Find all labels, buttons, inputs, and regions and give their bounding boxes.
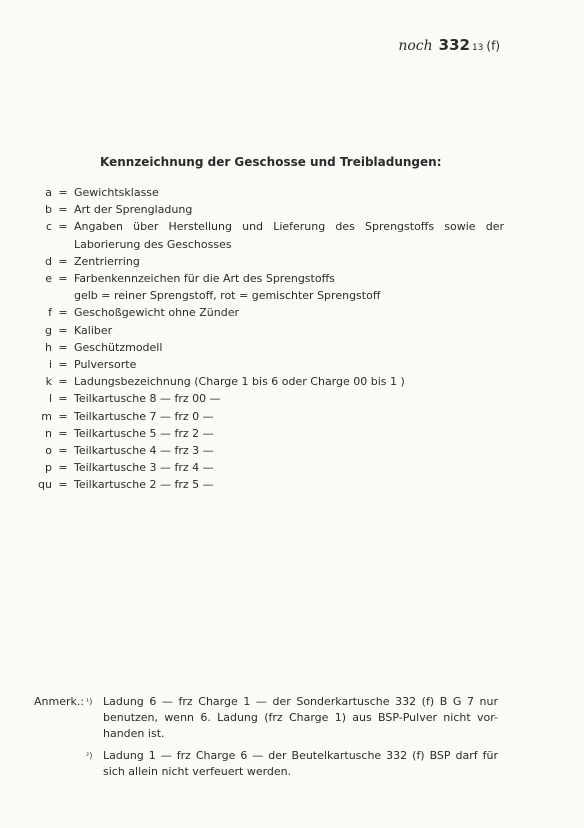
legend-key: b [45, 203, 52, 217]
legend-eq: = [58, 272, 68, 286]
page-title: Kennzeichnung der Geschosse und Treibladungen: [100, 155, 442, 169]
legend-text: Teilkartusche 3 — frz 4 — [74, 461, 214, 475]
legend-key: n [45, 426, 52, 440]
footnote-line: benutzen, wenn 6. Ladung (frz Charge 1) aus BSP-Pulver nicht vor- [103, 711, 498, 724]
legend-eq: = [58, 444, 68, 458]
footnote-spacer [34, 748, 86, 780]
legend-key: f [48, 306, 52, 320]
legend-eq: = [58, 220, 68, 234]
legend-eq: = [58, 461, 68, 475]
legend-item-d [30, 253, 504, 270]
footnote-line: Ladung 6 — frz Charge 1 — der Sonderkartusche 332 (f) B G 7 nur [103, 695, 498, 708]
legend-text: Teilkartusche 5 — frz 2 — [74, 426, 214, 440]
legend-text: Farbenkennzeichen für die Art des Sprengstoffs [74, 272, 335, 286]
legend-key: p [45, 461, 52, 475]
legend-text: Teilkartusche 7 — frz 0 — [74, 409, 214, 423]
legend-text-continued: gelb = reiner Sprengstoff, rot = gemischter Sprengstoff [74, 289, 381, 303]
legend-item-i [30, 356, 504, 373]
legend-text: Art der Sprengladung [74, 203, 193, 217]
legend-eq: = [58, 409, 68, 423]
legend-eq: = [58, 478, 68, 492]
legend-key: c [45, 220, 52, 234]
legend-key: a [45, 186, 52, 199]
footnote-body [103, 748, 498, 780]
legend-eq: = [58, 306, 68, 320]
legend-key: i [48, 358, 52, 372]
legend-item-m [30, 408, 504, 425]
legend-text: Pulversorte [74, 358, 137, 372]
legend-item-l [30, 390, 504, 407]
legend-eq: = [58, 375, 68, 389]
page-header [398, 36, 500, 54]
legend-text: Teilkartusche 4 — frz 3 — [74, 444, 214, 458]
legend-eq: = [58, 340, 68, 354]
legend-text-continued: Laborierung des Geschosses [74, 237, 232, 251]
legend-key: e [45, 272, 52, 286]
footnotes [34, 694, 498, 780]
legend-eq: = [58, 323, 68, 337]
legend-text: Angaben über Herstellung und Lieferung des Sprengstoffs sowie der [74, 220, 504, 234]
footnote-line: sich allein nicht verfeuert werden. [103, 765, 292, 778]
legend-eq: = [58, 203, 68, 217]
legend-key: h [45, 340, 52, 354]
footnote-2 [34, 748, 498, 780]
legend-item-o [30, 442, 504, 459]
legend-text: Kaliber [74, 323, 113, 337]
footnote-line: handen ist. [103, 727, 165, 740]
legend-text-block [74, 270, 504, 304]
header-number: 332 [438, 36, 470, 54]
legend-text: Teilkartusche 8 — frz 00 — [74, 392, 221, 406]
legend-text: Gewichtsklasse [74, 186, 159, 199]
legend-eq: = [58, 358, 68, 372]
footnote-body [103, 694, 498, 742]
legend-eq: = [58, 254, 68, 268]
legend-text: Geschoßgewicht ohne Zünder [74, 306, 240, 320]
header-noch: noch [398, 38, 433, 54]
legend-key: d [45, 254, 52, 268]
legend-item-a [30, 184, 504, 201]
legend-key: l [48, 392, 52, 406]
footnote-1 [34, 694, 498, 742]
legend-text-block [74, 218, 504, 252]
legend-item-k [30, 373, 504, 390]
legend-item-b [30, 201, 504, 218]
legend-item-e [30, 270, 504, 304]
legend-eq: = [58, 426, 68, 440]
header-sub: 13 [471, 43, 484, 53]
legend-item-f [30, 304, 504, 321]
legend-key: m [41, 409, 52, 423]
legend-list [30, 184, 504, 494]
legend-item-h [30, 339, 504, 356]
legend-text: Teilkartusche 2 — frz 5 — [74, 478, 214, 492]
legend-key: g [45, 323, 52, 337]
legend-item-n [30, 425, 504, 442]
legend-key: k [45, 375, 52, 389]
footnotes-label: Anmerk.: [34, 695, 85, 708]
legend-text: Zentrierring [74, 254, 140, 268]
legend-key: o [45, 444, 52, 458]
legend-item-c [30, 218, 504, 252]
footnote-mark: ²) [86, 751, 93, 760]
legend-item-g [30, 322, 504, 339]
footnote-mark: ¹) [86, 697, 93, 706]
footnote-line: Ladung 1 — frz Charge 6 — der Beutelkartusche 332 (f) BSP darf für [103, 749, 498, 762]
legend-item-qu [30, 476, 504, 493]
legend-eq: = [58, 392, 68, 406]
legend-text: Ladungsbezeichnung (Charge 1 bis 6 oder Charge 00 bis 1 ) [74, 375, 405, 389]
legend-item-p [30, 459, 504, 476]
legend-eq: = [58, 186, 68, 199]
legend-text: Geschützmodell [74, 340, 163, 354]
header-suffix: (f) [486, 39, 500, 53]
legend-key: qu [38, 478, 52, 492]
